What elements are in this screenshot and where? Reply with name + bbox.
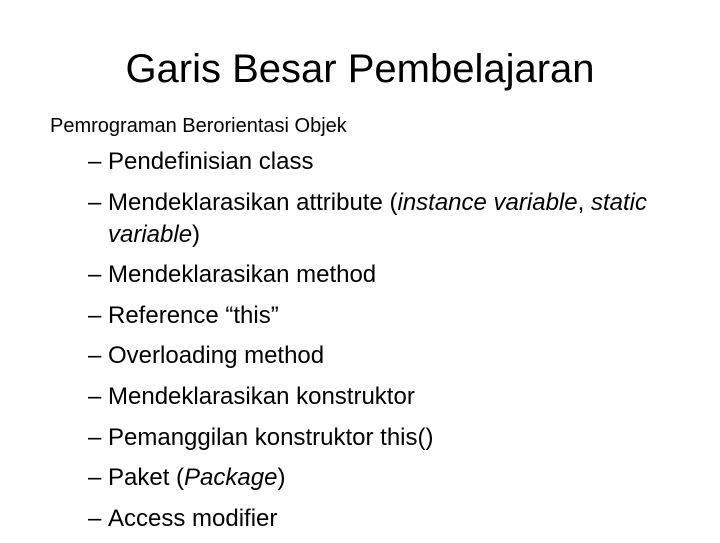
- bullet-text: Pemanggilan konstruktor this(): [108, 423, 434, 451]
- bullet-item: [88, 381, 688, 413]
- bullet-text: Mendeklarasikan attribute (instance variable, static variable): [108, 188, 647, 248]
- bullet-text: Access modifier: [108, 504, 278, 532]
- bullet-text: Mendeklarasikan konstruktor: [108, 382, 415, 410]
- bullet-text: Overloading method: [108, 342, 325, 370]
- bullet-list: [88, 146, 688, 543]
- slide-title: Garis Besar Pembelajaran: [125, 47, 595, 91]
- bullet-item: [88, 503, 688, 535]
- italic-term: Package: [184, 464, 278, 492]
- bullet-dash: –: [88, 382, 102, 410]
- bullet-item: [88, 300, 688, 332]
- bullet-item: [88, 146, 688, 178]
- bullet-dash: –: [88, 261, 102, 289]
- bullet-dash: –: [88, 504, 102, 532]
- bullet-text: Reference “this”: [108, 301, 279, 329]
- bullet-item: [88, 422, 688, 454]
- bullet-dash: –: [88, 188, 102, 216]
- bullet-dash: –: [88, 464, 102, 492]
- bullet-dash: –: [88, 423, 102, 451]
- bullet-text: Paket (Package): [108, 464, 286, 492]
- bullet-dash: –: [88, 148, 102, 175]
- bullet-text: Pendefinisian class: [108, 148, 314, 175]
- bullet-dash: –: [88, 342, 102, 370]
- bullet-item: [88, 187, 688, 251]
- slide-subtitle: Pemrograman Berorientasi Objek: [50, 115, 347, 137]
- bullet-dash: –: [88, 301, 102, 329]
- bullet-item: [88, 340, 688, 372]
- bullet-item: [88, 259, 688, 291]
- bullet-text: Mendeklarasikan method: [108, 261, 377, 289]
- italic-term: static variable: [108, 188, 647, 248]
- italic-term: instance variable: [397, 188, 578, 216]
- bullet-item: [88, 462, 688, 494]
